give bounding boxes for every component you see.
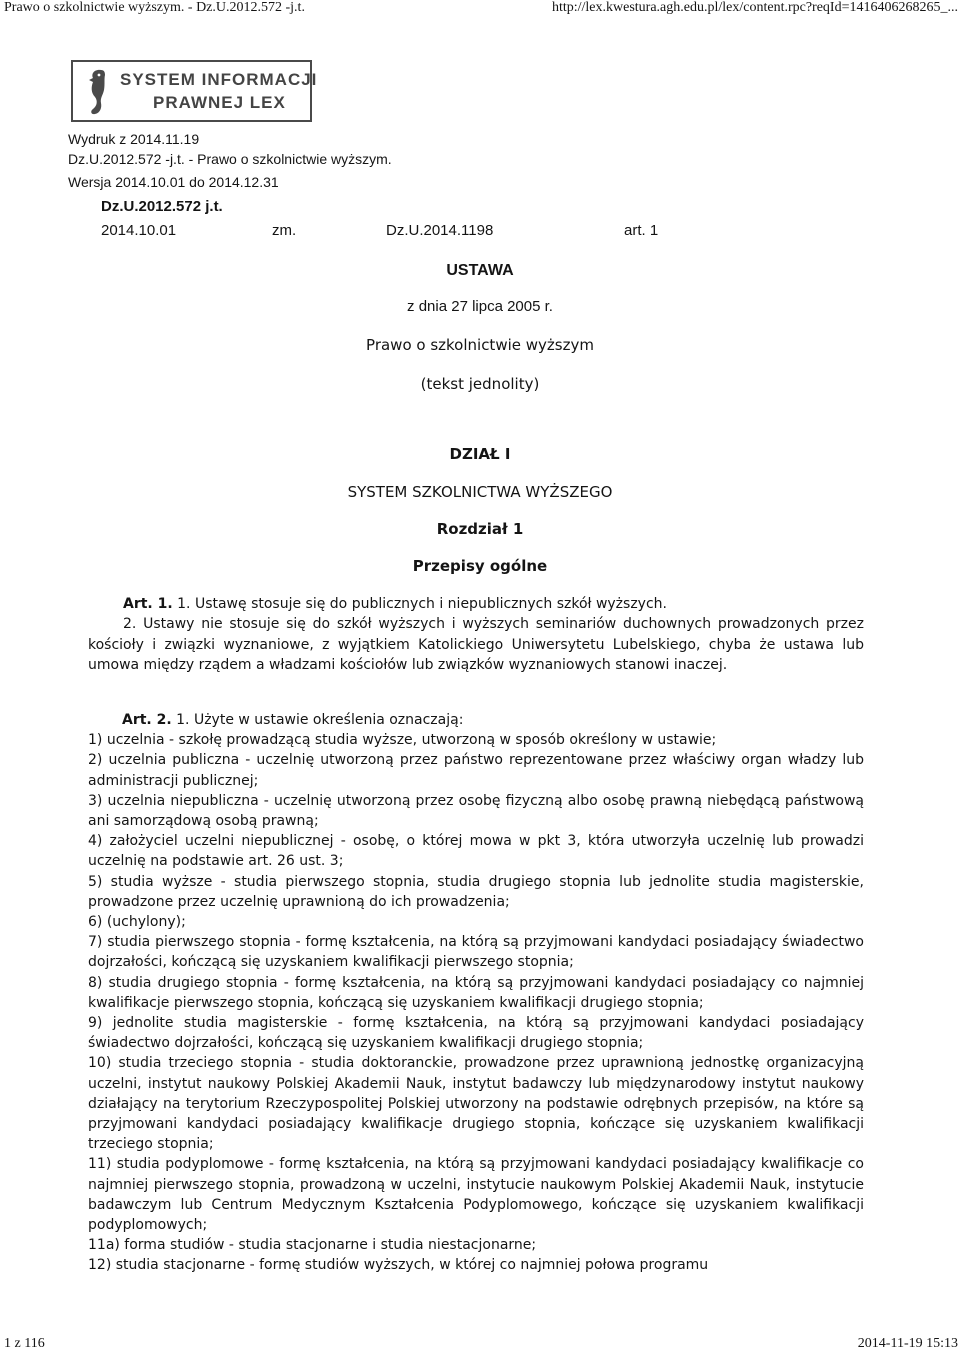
definition-item: 5) studia wyższe - studia pierwszego stopnia, studia drugiego stopnia lub jednolite studia magisterskie, prowadzone przez uczelnię uprawnioną do ich prowadzenia; <box>88 873 864 910</box>
chapter-label: Rozdział 1 <box>436 520 524 538</box>
definition-item: 10) studia trzeciego stopnia - studia doktoranckie, prowadzone przez uprawnioną jednostkę organizacyjną uczelni, instytut naukowy Polskiej Akademii Nauk, instytut badawczy lub międzynarodowy instytut naukowy działający na terytorium Rzeczypospolitej Polskiej utworzony na podstawie odrębnych przepisów, na które są przyjmowani kandydaci posiadający kwalifikacje drugiego stopnia, kończące się uzyskaniem kwalifikacji trzeciego stopnia; <box>88 1055 864 1153</box>
division-label: DZIAŁ I <box>449 445 511 463</box>
definition-item: 2) uczelnia publiczna - uczelnię utworzoną przez państwo reprezentowane przez właściwy organ władzy lub administracji publicznej; <box>88 752 864 789</box>
consolidated-ref: Dz.U.2012.572 j.t. <box>101 198 223 215</box>
ref-date: 2014.10.01 <box>101 222 177 239</box>
division-name: SYSTEM SZKOLNICTWA WYŻSZEGO <box>347 483 613 501</box>
definition-item: 12) studia stacjonarne - formę studiów wyższych, w której co najmniej połowa programu <box>88 1257 709 1274</box>
page-counter: 1 z 116 <box>4 1336 45 1351</box>
document-id: Dz.U.2012.572 -j.t. - Prawo o szkolnictwie wyższym. <box>68 151 392 167</box>
article-1-para-1: 1. Ustawę stosuje się do publicznych i niepublicznych szkół wyższych. <box>177 596 667 612</box>
article-1-para-2: 2. Ustawy nie stosuje się do szkół wyższych i wyższych seminariów duchownych prowadzonych przez kościoły i związki wyznaniowe, z wyjątkiem Katolickiego Uniwersytetu Lubelskiego, chyba że ustawa lub umowa między rządem a władzami kościołów lub związków wyznaniowych stanowi inaczej. <box>88 616 864 674</box>
logo-text-line1: SYSTEM INFORMACJI <box>120 70 318 89</box>
ref-article: art. 1 <box>624 222 659 239</box>
definition-item: 11) studia podyplomowe - formę kształcenia, na którą są przyjmowani kandydaci posiadający kwalifikacje co najmniej pierwszego stopnia, prowadzoną w uczelni, instytucie naukowym Polskiej Akademii Nauk, instytucie badawczym lub Centrum Medycznym Kształcenia Podyplomowego, kończące się uzyskaniem kwalifikacji podyplomowych; <box>88 1156 864 1234</box>
chapter-name: Przepisy ogólne <box>412 557 548 575</box>
print-header <box>0 0 960 16</box>
definition-item: 8) studia drugiego stopnia - formę kształcenia, na którą są przyjmowani kandydaci posiadający co najmniej kwalifikacje pierwszego stopnia, kończącą się uzyskaniem kwalifikacji drugiego stopnia; <box>88 974 864 1011</box>
article-1-label: Art. 1. <box>123 596 173 612</box>
article-2-intro: 1. Użyte w ustawie określenia oznaczają: <box>176 712 464 728</box>
definition-item: 7) studia pierwszego stopnia - formę kształcenia, na którą są przyjmowani kandydaci posiadający świadectwo dojrzałości, kończącą się uzyskaniem kwalifikacji pierwszego stopnia; <box>88 934 864 971</box>
definition-item: 3) uczelnia niepubliczna - uczelnię utworzoną przez osobę fizyczną albo osobę prawną niebędącą państwową ani samorządową osobą prawną; <box>88 792 864 830</box>
lex-logo <box>71 60 318 122</box>
act-date: z dnia 27 lipca 2005 r. <box>407 298 553 315</box>
consolidated-note: (tekst jednolity) <box>420 375 540 393</box>
print-footer <box>0 1334 960 1354</box>
ref-amendment: Dz.U.2014.1198 <box>386 222 494 239</box>
seahorse-icon <box>83 67 113 117</box>
header-url: http://lex.kwestura.agh.edu.pl/lex/content.rpc?reqId=1416406268265_... <box>551 0 958 15</box>
logo-text-line2: PRAWNEJ LEX <box>153 93 286 112</box>
ref-amendment-label: zm. <box>272 222 297 239</box>
print-timestamp: 2014-11-19 15:13 <box>857 1336 958 1351</box>
print-date: Wydruk z 2014.11.19 <box>68 131 200 147</box>
article-2-label: Art. 2. <box>122 712 172 728</box>
act-type: USTAWA <box>446 262 514 279</box>
version-range: Wersja 2014.10.01 do 2014.12.31 <box>68 174 279 190</box>
definition-item: 11a) forma studiów - studia stacjonarne i studia niestacjonarne; <box>88 1237 537 1254</box>
act-title: Prawo o szkolnictwie wyższym <box>366 336 594 354</box>
article-2 <box>88 710 864 1276</box>
definition-item: 6) (uchylony); <box>88 914 186 931</box>
header-title: Prawo o szkolnictwie wyższym. - Dz.U.2012.572 -j.t. <box>4 0 305 15</box>
definition-item: 9) jednolite studia magisterskie - formę kształcenia, na którą są przyjmowani kandydaci posiadający świadectwo dojrzałości, kończącą się uzyskaniem kwalifikacji drugiego stopnia; <box>88 1015 864 1052</box>
article-1 <box>88 594 864 676</box>
definition-item: 4) założyciel uczelni niepublicznej - osobę, o której mowa w pkt 3, która utworzyła uczelnię lub prowadzi uczelnię na podstawie art. 26 ust. 3; <box>88 833 864 870</box>
definition-item: 1) uczelnia - szkołę prowadzącą studia wyższe, utworzoną w sposób określony w ustawie; <box>88 732 717 749</box>
